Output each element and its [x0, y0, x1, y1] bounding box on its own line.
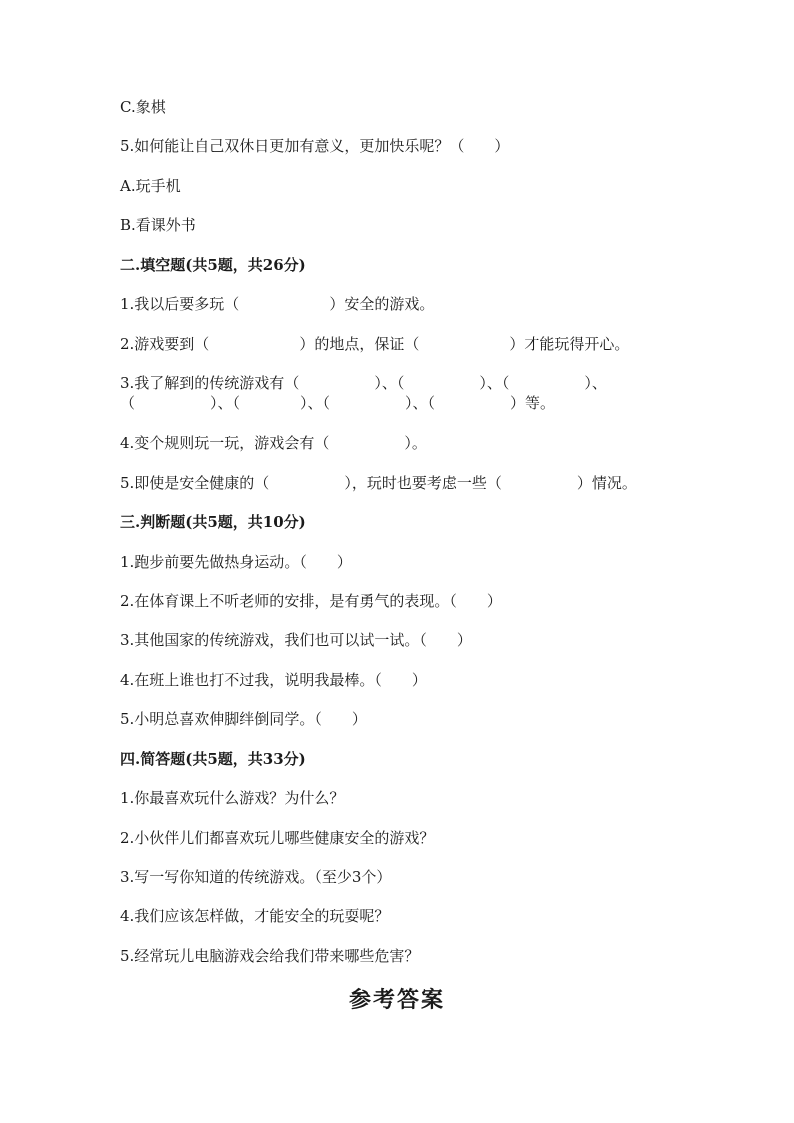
fill-question-4: 4.变个规则玩一玩，游戏会有（ ）。: [120, 434, 427, 452]
fill-question-3-line-1: 3.我了解到的传统游戏有（ ）、（ ）、（ ）、: [120, 374, 607, 392]
option-a: A.玩手机: [120, 177, 181, 195]
tf-question-4: 4.在班上谁也打不过我，说明我最棒。（ ）: [120, 671, 427, 689]
tf-question-5: 5.小明总喜欢伸脚绊倒同学。（ ）: [120, 710, 367, 728]
question-5: 5.如何能让自己双休日更加有意义，更加快乐呢？（ ）: [120, 137, 510, 155]
fill-question-1: 1.我以后要多玩（ ）安全的游戏。: [120, 295, 435, 313]
tf-question-3: 3.其他国家的传统游戏，我们也可以试一试。（ ）: [120, 631, 472, 649]
section-heading-true-false: 三.判断题(共5题，共10分): [120, 513, 306, 531]
tf-question-2: 2.在体育课上不听老师的安排，是有勇气的表现。（ ）: [120, 592, 502, 610]
short-question-3: 3.写一写你知道的传统游戏。（至少3个）: [120, 868, 392, 886]
option-b: B.看课外书: [120, 216, 196, 234]
fill-question-5: 5.即使是安全健康的（ ），玩时也要考虑一些（ ）情况。: [120, 474, 637, 492]
short-question-4: 4.我们应该怎样做，才能安全的玩耍呢？: [120, 907, 390, 925]
fill-question-3-line-2: （ ）、（ ）、（ ）、（ ）等。: [120, 394, 556, 412]
section-heading-short-answer: 四.简答题(共5题，共33分): [120, 750, 306, 768]
fill-question-2: 2.游戏要到（ ）的地点，保证（ ）才能玩得开心。: [120, 335, 630, 353]
short-question-1: 1.你最喜欢玩什么游戏？为什么？: [120, 789, 345, 807]
short-question-2: 2.小伙伴儿们都喜欢玩儿哪些健康安全的游戏？: [120, 829, 435, 847]
option-c: C.象棋: [120, 98, 166, 116]
answers-title: 参考答案: [348, 987, 445, 1013]
short-question-5: 5.经常玩儿电脑游戏会给我们带来哪些危害？: [120, 947, 420, 965]
tf-question-1: 1.跑步前要先做热身运动。（ ）: [120, 553, 352, 571]
section-heading-fill-in: 二.填空题(共5题，共26分): [120, 256, 306, 274]
